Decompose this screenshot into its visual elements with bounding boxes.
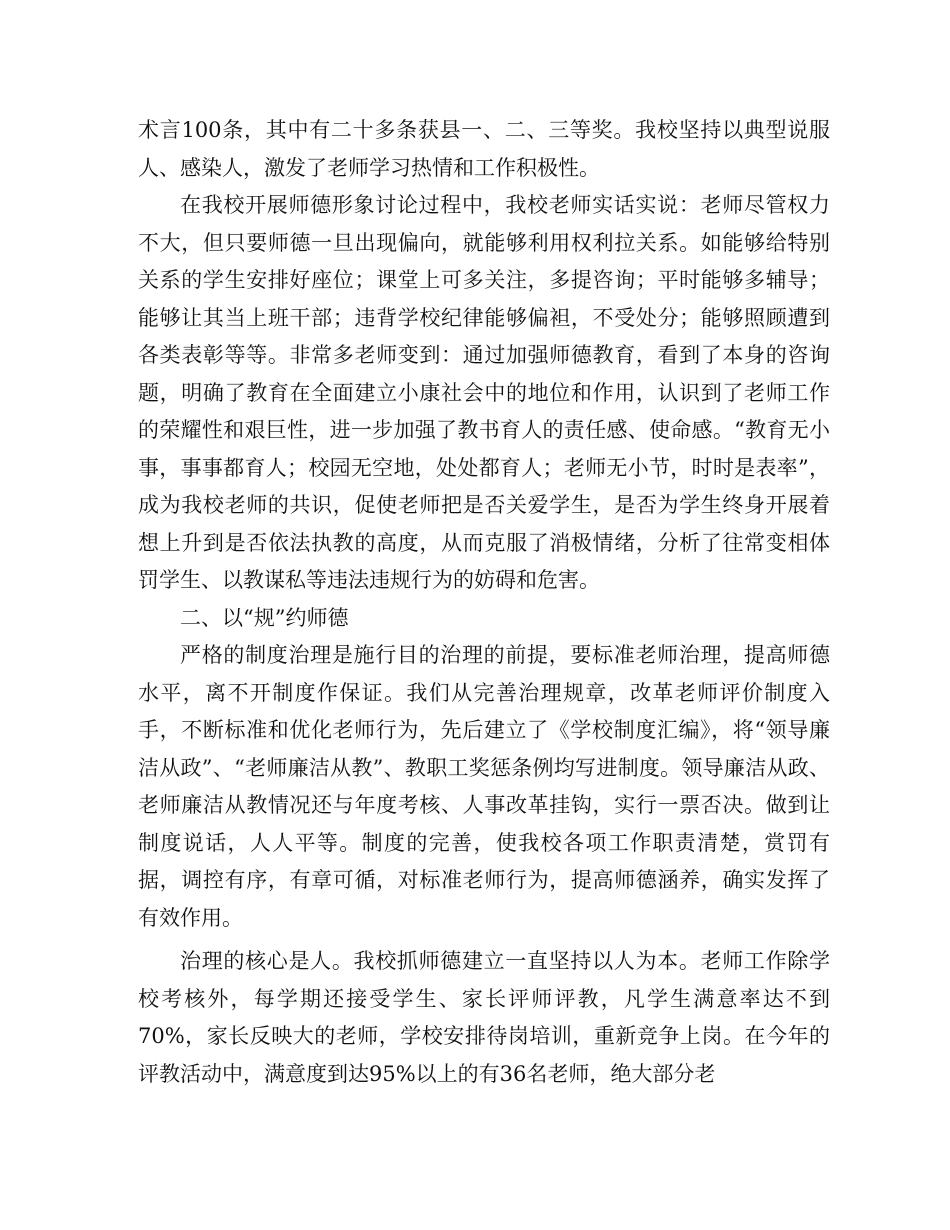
paragraph-2: 在我校开展师德形象讨论过程中，我校老师实话实说：老师尽管权力不大，但只要师德一旦出现偏向，就能够利用权利拉关系。如能够给特别关系的学生安排好座位；课堂上可多关注，多提咨询；平时能够多辅导；能够让其当上班干部；违背学校纪律能够偏袒，不受处分；能够照顾遭到各类表彰等等。非常多老师变到：通过加强师德教育，看到了本身的咨询题，明确了教育在全面建立小康社会中的地位和作用，认识到了老师工作的荣耀性和艰巨性，进一步加强了教书育人的责任感、使命感。“教育无小事，事事都育人；校园无空地，处处都育人；老师无小节，时时是表率”，成为我校老师的共识，促使老师把是否关爱学生，是否为学生终身开展着想上升到是否依法执教的高度，从而克服了消极情绪，分析了往常变相体罚学生、以教谋私等违法违规行为的妨碍和危害。 [138, 193, 830, 592]
paragraph-4: 治理的核心是人。我校抓师德建立一直坚持以人为本。老师工作除学校考核外，每学期还接受学生、家长评师评教，凡学生满意率达不到70%，家长反映大的老师，学校安排待岗培训，重新竞争上岗。在今年的评教活动中，满意度到达95%以上的有36名老师，绝大部分老 [138, 949, 830, 1086]
section-heading: 二、以“规”约师德 [180, 605, 349, 630]
paragraph-3: 严格的制度治理是施行目的治理的前提，要标准老师治理，提高师德水平，离不开制度作保证。我们从完善治理规章，改革老师评价制度入手，不断标准和优化老师行为，先后建立了《学校制度汇编》，将“领导廉洁从政”、“老师廉洁从教”、教职工奖惩条例均写进制度。领导廉洁从政、老师廉洁从教情况还与年度考核、人事改革挂钩，实行一票否决。做到让制度说话，人人平等。制度的完善，使我校各项工作职责清楚，赏罚有据，调控有序，有章可循，对标准老师行为，提高师德涵养，确实发挥了有效作用。 [138, 643, 830, 930]
document-body [138, 112, 830, 1093]
paragraph-1: 术言100条，其中有二十多条获县一、二、三等奖。我校坚持以典型说服人、感染人，激发了老师学习热情和工作积极性。 [138, 118, 830, 180]
